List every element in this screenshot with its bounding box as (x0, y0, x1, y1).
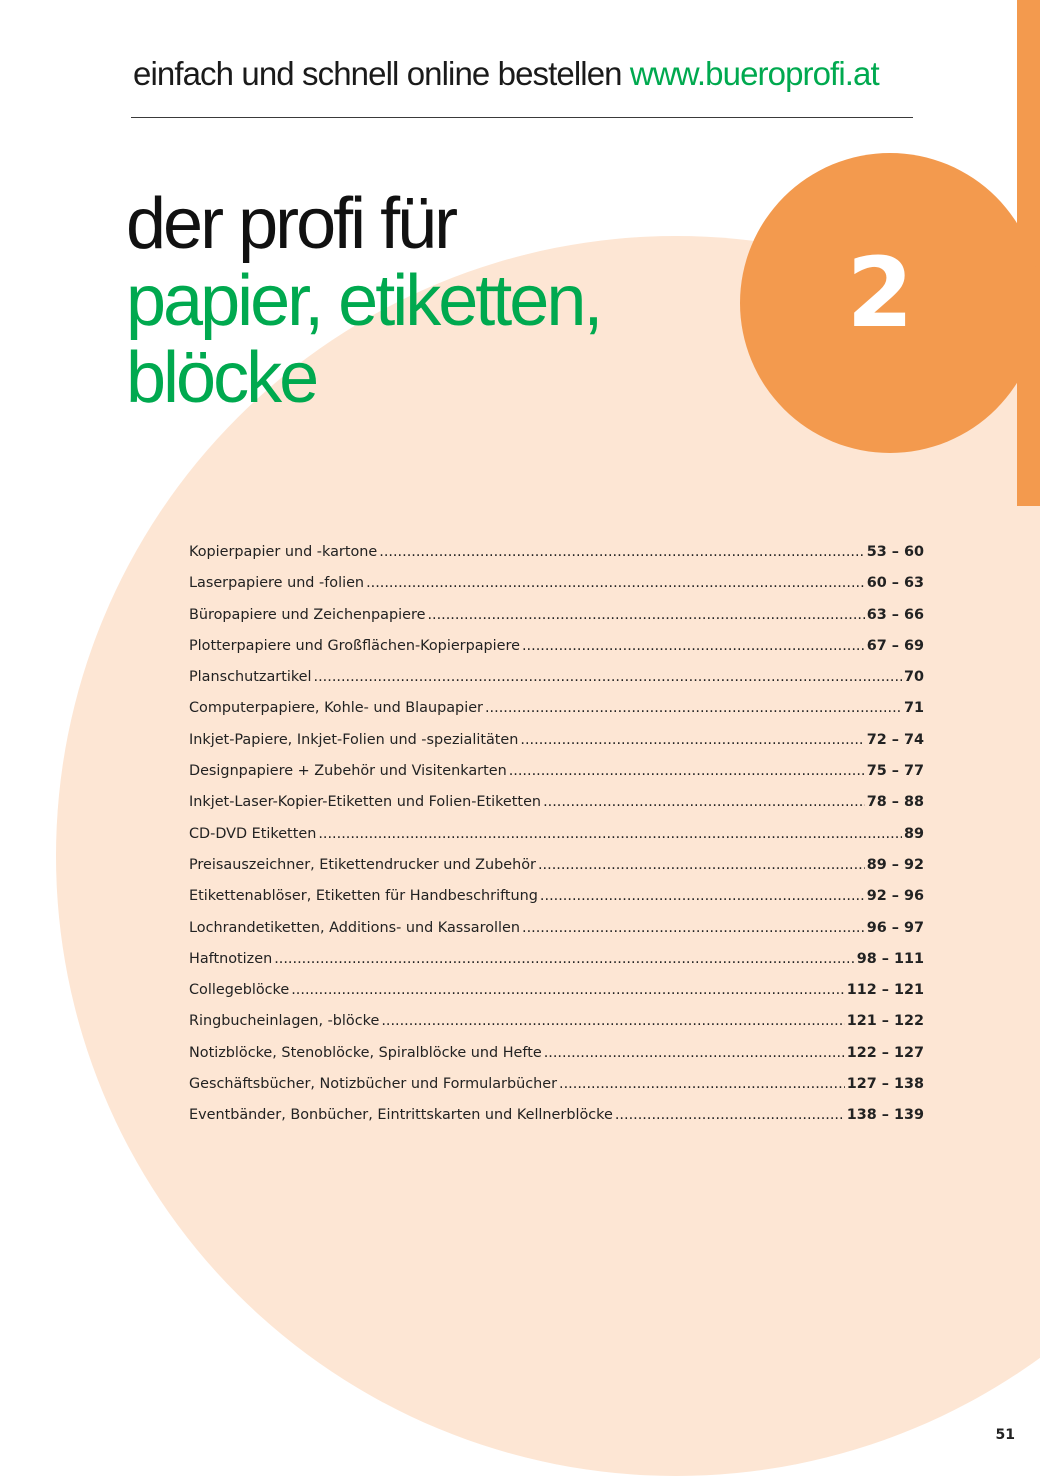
page-title (126, 186, 600, 417)
toc-label: Laserpapiere und -folien (189, 575, 365, 592)
toc-label: Designpapiere + Zubehör und Visitenkarten (189, 763, 507, 780)
toc-pages: 70 (903, 669, 924, 686)
toc-entry[interactable] (189, 568, 924, 599)
toc-pages: 72 – 74 (866, 731, 924, 748)
toc-entry[interactable] (189, 881, 924, 912)
toc-label: Preisauszeichner, Etikettendrucker und Zubehör (189, 856, 536, 873)
toc-pages: 122 – 127 (846, 1044, 924, 1061)
toc-pages: 60 – 63 (866, 575, 924, 592)
toc-leader (522, 631, 865, 662)
title-line-2: papier, etiketten, (126, 261, 601, 341)
toc-pages: 78 – 88 (866, 794, 924, 811)
toc-pages: 89 – 92 (866, 856, 924, 873)
toc-pages: 92 – 96 (866, 888, 924, 905)
toc-leader (381, 1006, 844, 1037)
toc-label: Eventbänder, Bonbücher, Eintrittskarten und Kellnerblöcke (189, 1107, 613, 1124)
header-url[interactable]: www.bueroprofi.at (629, 55, 879, 92)
header-tagline (133, 54, 879, 94)
header-text: einfach und schnell online bestellen (133, 55, 622, 92)
toc-leader (543, 787, 865, 818)
page-number: 51 (995, 1427, 1015, 1443)
toc-pages: 98 – 111 (856, 950, 924, 967)
toc-leader (379, 537, 864, 568)
toc-leader (615, 1100, 845, 1131)
toc-entry[interactable] (189, 631, 924, 662)
toc-entry[interactable] (189, 537, 924, 568)
toc-label: Lochrandetiketten, Additions- und Kassarollen (189, 919, 520, 936)
toc-label: Ringbucheinlagen, -blöcke (189, 1013, 380, 1030)
toc-label: Etikettenablöser, Etiketten für Handbeschriftung (189, 888, 538, 905)
toc-leader (291, 975, 844, 1006)
toc-pages: 67 – 69 (866, 637, 924, 654)
toc-entry[interactable] (189, 1006, 924, 1037)
toc-leader (538, 850, 865, 881)
toc-entry[interactable] (189, 1100, 924, 1131)
toc-leader (540, 881, 865, 912)
toc-leader (520, 725, 864, 756)
toc-label: Collegeblöcke (189, 982, 290, 999)
toc-label: Inkjet-Laser-Kopier-Etiketten und Folien-Etiketten (189, 794, 542, 811)
toc-pages: 127 – 138 (846, 1076, 924, 1093)
toc-entry[interactable] (189, 725, 924, 756)
toc-label: Inkjet-Papiere, Inkjet-Folien und -spezialitäten (189, 731, 519, 748)
toc-entry[interactable] (189, 693, 924, 724)
toc-entry[interactable] (189, 944, 924, 975)
toc-pages: 63 – 66 (866, 606, 924, 623)
toc-entry[interactable] (189, 1069, 924, 1100)
toc-label: Notizblöcke, Stenoblöcke, Spiralblöcke und Hefte (189, 1044, 542, 1061)
toc-label: Büropapiere und Zeichenpapiere (189, 606, 426, 623)
toc-leader (274, 944, 855, 975)
toc-label: CD-DVD Etiketten (189, 825, 317, 842)
toc-pages: 121 – 122 (846, 1013, 924, 1030)
toc-entry[interactable] (189, 975, 924, 1006)
toc-leader (427, 600, 864, 631)
toc-label: Planschutzartikel (189, 669, 312, 686)
toc-pages: 53 – 60 (866, 544, 924, 560)
toc-entry[interactable] (189, 850, 924, 881)
toc-leader (522, 913, 865, 944)
toc-leader (314, 662, 902, 693)
toc-entry[interactable] (189, 819, 924, 850)
toc-pages: 138 – 139 (846, 1107, 924, 1124)
toc-entry[interactable] (189, 756, 924, 787)
toc-entry[interactable] (189, 662, 924, 693)
toc-leader (366, 568, 865, 599)
header-divider (131, 117, 913, 118)
toc-label: Computerpapiere, Kohle- und Blaupapier (189, 700, 483, 717)
table-of-contents (189, 537, 924, 1132)
toc-pages: 112 – 121 (846, 982, 924, 999)
toc-pages: 75 – 77 (866, 763, 924, 780)
toc-leader (318, 819, 902, 850)
toc-leader (544, 1038, 845, 1069)
title-line-3: blöcke (126, 338, 317, 418)
title-line-1: der profi für (126, 184, 456, 264)
toc-label: Geschäftsbücher, Notizbücher und Formularbücher (189, 1076, 558, 1093)
toc-leader (509, 756, 865, 787)
toc-label: Plotterpapiere und Großflächen-Kopierpapiere (189, 637, 520, 654)
toc-label: Haftnotizen (189, 950, 273, 967)
toc-pages: 89 (903, 825, 924, 842)
toc-entry[interactable] (189, 600, 924, 631)
toc-pages: 71 (903, 700, 924, 717)
toc-pages: 96 – 97 (866, 919, 924, 936)
toc-entry[interactable] (189, 787, 924, 818)
toc-label: Kopierpapier und -kartone (189, 544, 378, 560)
toc-entry[interactable] (189, 1038, 924, 1069)
toc-leader (559, 1069, 845, 1100)
toc-leader (485, 693, 902, 724)
toc-entry[interactable] (189, 913, 924, 944)
chapter-number: 2 (846, 237, 914, 349)
